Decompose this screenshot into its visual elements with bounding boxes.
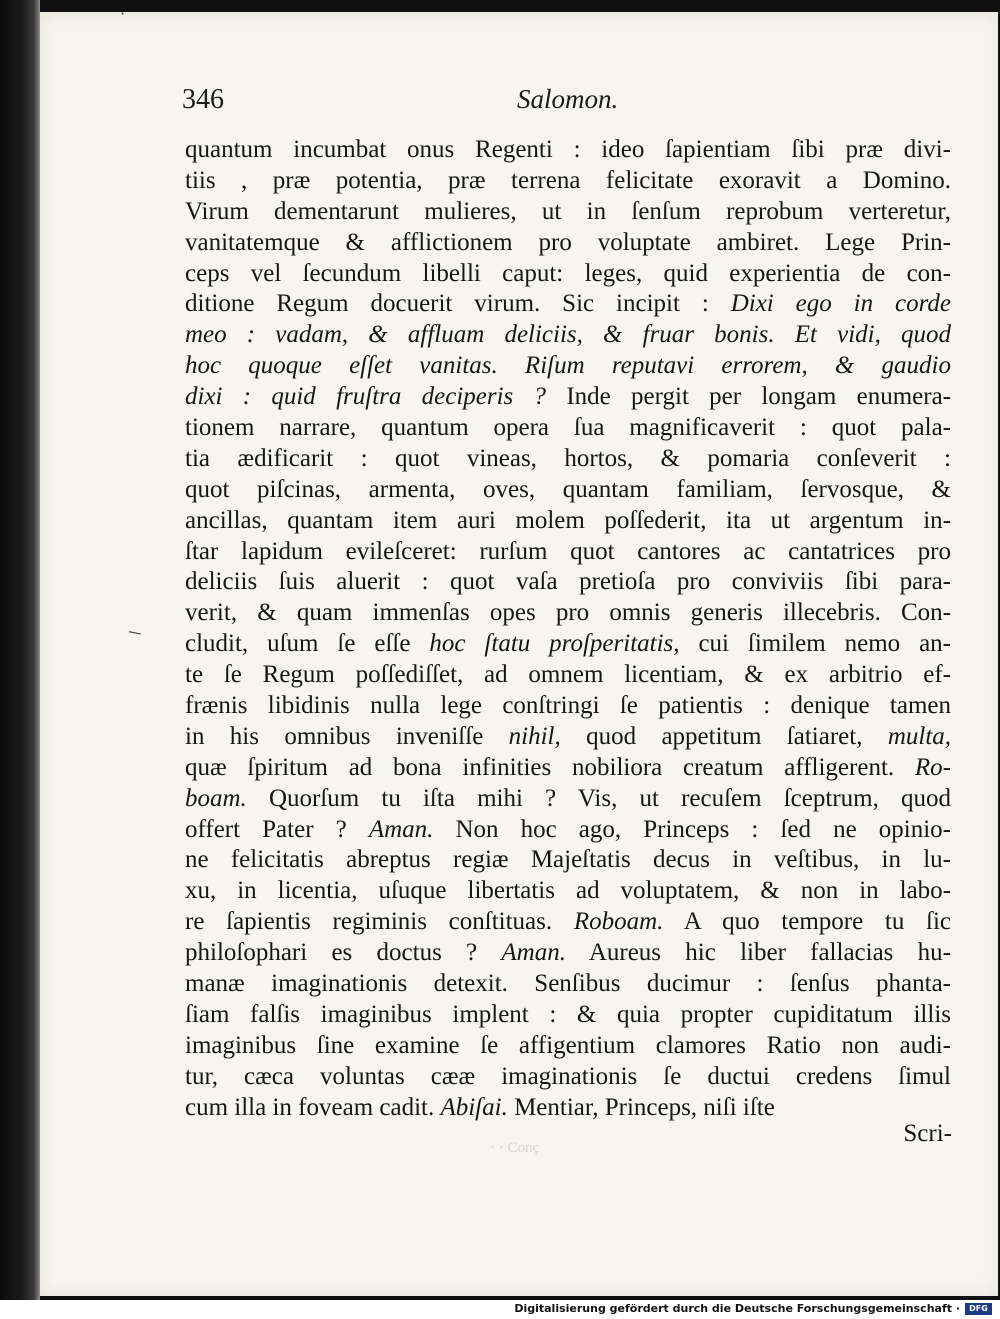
text-line <box>185 629 951 660</box>
scan-left-margin <box>0 0 40 1300</box>
text-segment: ditione Regum docuerit virum. Sic incipit : <box>185 290 731 318</box>
text-line <box>185 444 951 475</box>
italic-segment: Abiſai. <box>440 1093 508 1121</box>
text-line <box>185 1062 951 1093</box>
text-segment: quot piſcinas, armenta, oves, quantam familiam, ſervosque, & <box>185 475 951 503</box>
text-segment: deliciis ſuis aluerit : quot vaſa pretioſa pro conviviis ſibi para- <box>185 568 951 596</box>
text-line <box>185 135 951 166</box>
text-segment: A quo tempore tu ſic <box>663 908 952 936</box>
text-line <box>185 907 951 938</box>
digitization-credit: Digitalisierung gefördert durch die Deutsche Forschungsgemeinschaft · <box>514 1302 960 1315</box>
text-segment: te ſe Regum poſſediſſet, ad omnem licentiam, & ex arbitrio ef- <box>185 661 951 689</box>
text-segment: offert Pater ? <box>185 815 369 843</box>
text-line <box>185 938 951 969</box>
text-segment: tia ædificarit : quot vineas, hortos, & pomaria conſeverit : <box>185 444 951 472</box>
text-segment: Quorſum tu iſta mihi ? Vis, ut recuſem ſceptrum, quod <box>246 784 951 812</box>
text-segment: Inde pergit per longam enumera- <box>546 383 951 411</box>
text-line <box>185 1000 951 1031</box>
text-segment: ſtar lapidum evileſceret: rurſum quot cantores ac cantatrices pro <box>185 537 951 565</box>
text-line <box>185 320 951 351</box>
italic-segment: meo : vadam, & affluam deliciis, & fruar bonis. Et vidi, quod <box>185 321 951 349</box>
running-title: Salomon. <box>517 84 619 114</box>
text-segment: tur, cæca voluntas cææ imaginationis ſe ductui credens ſimul <box>185 1062 951 1090</box>
page-number: 346 <box>182 84 224 115</box>
text-segment: ne felicitatis abreptus regiæ Majeſtatis decus in veſtibus, in lu- <box>185 846 951 874</box>
text-line <box>185 413 951 444</box>
text-segment: vanitatemque & afflictionem pro voluptate ambiret. Lege Prin- <box>185 228 951 256</box>
italic-segment: hoc ſtatu proſperitatis, <box>429 630 680 658</box>
text-line <box>185 382 951 413</box>
italic-segment: nihil, <box>508 722 561 750</box>
text-segment: Mentiar, Princeps, niſi iſte <box>507 1093 775 1121</box>
italic-segment: hoc quoque eſſet vanitas. Riſum reputavi errorem, & gaudio <box>185 352 951 380</box>
bleed-through-text: · · Conç <box>490 1140 540 1156</box>
text-line <box>185 691 951 722</box>
text-segment: frænis libidinis nulla lege conſtringi ſe patientis : denique tamen <box>185 692 951 720</box>
scan-mark-side: \ <box>127 627 144 639</box>
text-segment: cum illa in foveam cadit. <box>185 1093 441 1121</box>
text-line <box>185 1093 951 1124</box>
credit-bar <box>0 1300 1000 1319</box>
text-segment: tionem narrare, quantum opera ſua magnificaverit : quot pala- <box>185 414 951 442</box>
text-segment: imaginibus ſine examine ſe affigentium clamores Ratio non audi- <box>185 1031 951 1059</box>
text-segment: Non hoc ago, Princeps : ſed ne opinio- <box>433 815 952 843</box>
text-segment: re ſapientis regiminis conſtituas. <box>185 908 574 936</box>
text-line <box>185 259 951 290</box>
italic-segment: Ro- <box>914 753 951 781</box>
text-line <box>185 166 951 197</box>
text-segment: verit, & quam immenſas opes pro omnis generis illecebris. Con- <box>185 599 951 627</box>
text-line <box>185 228 951 259</box>
text-line <box>185 598 951 629</box>
scan-mark-top: · <box>120 4 126 23</box>
text-line <box>185 876 951 907</box>
text-line <box>185 784 951 815</box>
text-segment: Aureus hic liber fallacias hu- <box>565 939 951 967</box>
text-line <box>185 969 951 1000</box>
text-line <box>185 753 951 784</box>
italic-segment: Roboam. <box>573 908 664 936</box>
text-line <box>185 815 951 846</box>
text-line <box>185 537 951 568</box>
text-line <box>185 660 951 691</box>
text-line <box>185 722 951 753</box>
italic-segment: multa, <box>887 722 952 750</box>
text-segment: quæ ſpiritum ad bona infinities nobiliora creatum affligerent. <box>185 753 915 781</box>
running-head <box>140 82 960 122</box>
italic-segment: dixi : quid fruſtra deciperis ? <box>185 383 547 411</box>
text-segment: xu, in licentia, uſuque libertatis ad voluptatem, & non in labo- <box>185 877 951 905</box>
text-segment: ancillas, quantam item auri molem poſſederit, ita ut argentum in- <box>185 506 951 534</box>
text-segment: philoſophari es doctus ? <box>185 939 502 967</box>
text-segment: quod appetitum ſatiaret, <box>560 722 888 750</box>
text-line <box>185 475 951 506</box>
text-line <box>185 845 951 876</box>
italic-segment: Dixi ego in corde <box>730 290 951 318</box>
text-line <box>185 289 951 320</box>
text-line <box>185 1031 951 1062</box>
text-line <box>185 351 951 382</box>
text-segment: cludit, uſum ſe eſſe <box>185 630 430 658</box>
dfg-logo: DFG <box>965 1303 992 1315</box>
text-segment: ceps vel ſecundum libelli caput: leges, quid experientia de con- <box>185 259 951 287</box>
text-segment: manæ imaginationis detexit. Senſibus ducimur : ſenſus phanta- <box>185 970 951 998</box>
text-line <box>185 197 951 228</box>
text-segment: tiis , præ potentia, præ terrena felicitate exoravit a Domino. <box>185 166 951 194</box>
text-segment: Virum dementarunt mulieres, ut in ſenſum reprobum verteretur, <box>185 197 951 225</box>
body-text <box>185 135 951 1124</box>
italic-segment: boam. <box>185 784 247 812</box>
text-line <box>185 567 951 598</box>
catchword: Scri- <box>903 1120 952 1147</box>
text-segment: ſiam falſis imaginibus implent : & quia propter cupiditatum illis <box>185 1000 951 1028</box>
italic-segment: Aman. <box>501 939 566 967</box>
text-line <box>185 506 951 537</box>
text-segment: cui ſimilem nemo an- <box>679 630 952 658</box>
text-segment: quantum incumbat onus Regenti : ideo ſapientiam ſibi præ divi- <box>185 136 951 163</box>
text-segment: in his omnibus inveniſſe <box>185 722 509 750</box>
italic-segment: Aman. <box>368 815 434 843</box>
